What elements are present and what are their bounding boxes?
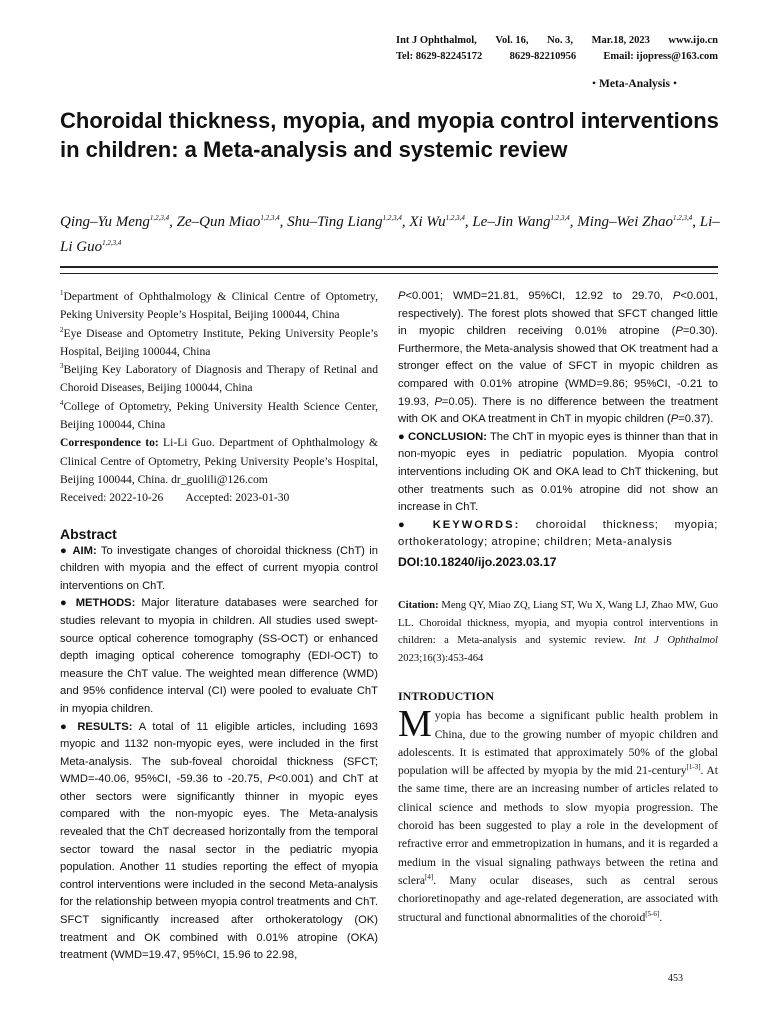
keywords-label: KEYWORDS: <box>432 518 521 531</box>
author <box>409 214 465 230</box>
results-text: =0.37). <box>678 413 714 426</box>
abstract-results-part2 <box>398 288 718 429</box>
bullet-icon: • <box>592 78 597 90</box>
results-text: =0.30). Furthermore, the Meta-analysis showed that OK treatment had a stronger effect on the value of SFCT in myopic children as compared with 0.01% atropine (WMD=9.86; 95%CI, -0.21 to 19.93, <box>398 325 718 408</box>
affiliation-number: 4 <box>60 398 64 407</box>
abstract-heading: Abstract <box>60 525 117 542</box>
author-name: Xi Wu <box>409 214 446 230</box>
aim-text: To investigate changes of choroidal thickness (ChT) in children with myopia and the effect of current myopia control interventions on ChT. <box>60 544 378 592</box>
affiliation-text: Beijing Key Laboratory of Diagnosis and Therapy of Retinal and Choroid Diseases, Beijing 100044, China <box>60 363 378 395</box>
email-label: Email: <box>603 51 634 62</box>
citation-journal: Int J Ophthalmol <box>633 635 718 647</box>
keywords-text: choroidal thickness; myopia; orthokeratology; atropine; children; Meta-analysis <box>398 518 718 549</box>
author-name: Ze–Qun Miao <box>176 214 261 230</box>
journal-number: No. 3, <box>547 35 574 46</box>
author-name: Qing–Yu Meng <box>60 214 150 230</box>
conclusion-label: CONCLUSION: <box>408 430 487 443</box>
abstract-aim: ● AIM: To investigate changes of choroidal thickness (ChT) in children with myopia and the effect of current myopia control interventions on ChT. <box>60 544 378 592</box>
results-text: <0.001; WMD=21.81, 95%CI, 12.92 to 29.70, <box>405 290 673 302</box>
abstract-methods: ● METHODS: Major literature databases were searched for studies relevant to myopia in children. All studies used swept-source optical coherence tomography (SS-OCT) or enhanced depth imaging optical coherence tomography (EDI-OCT) to measure the ChT value. The weighted mean difference (WMD) and 95% confidence interval (CI) were pooled to evaluate ChT in myopia children. <box>60 597 378 715</box>
section-label <box>589 78 680 90</box>
affiliation-list <box>60 288 378 434</box>
doi[interactable]: DOI:10.18240/ijo.2023.03.17 <box>398 554 557 569</box>
intro-sentence: . At the same time, there are an increasing number of articles related to clinical science and methods to slow myopia progression. The choroid has been suggested to play a role in the development of refractive error and emmetropization in humans, and it is regarded a medium in the visual signaling pathways between the retina and sclera <box>398 764 718 887</box>
correspondence-text: Li-Li Guo. Department of Ophthalmology & Clinical Centre of Optometry, Peking University People’s Hospital, Beijing 100044, China. dr_guolili@126.com <box>60 436 378 486</box>
intro-sentence: . <box>659 910 663 924</box>
journal-name: Int J Ophthalmol, <box>396 35 477 46</box>
affiliation <box>60 398 378 435</box>
journal-website[interactable]: www.ijo.cn <box>668 35 718 46</box>
affiliation-number: 2 <box>60 325 64 334</box>
author-name: Ming–Wei Zhao <box>577 214 673 230</box>
author <box>472 214 569 230</box>
p-symbol: P <box>672 290 681 302</box>
intro-sentence: yopia has become a significant public health problem in China, due to the growing number of myopic children and adolescents. It is estimated that approximately 50% of the global population will be affected by myopia by the mid 21-century <box>398 709 718 778</box>
page-number: 453 <box>668 973 683 984</box>
p-symbol: P <box>398 290 406 302</box>
author-name: Li–Li Guo <box>60 214 720 255</box>
affiliation <box>60 325 378 362</box>
conclusion-text: The ChT in myopic eyes is thinner than that in non-myopic eyes in pediatric population. Myopia control interventions including OK and OKA lead to ChT thickening, but other treatments such as 0.01% atropine did not show an increase in ChT. <box>398 430 718 514</box>
title-divider <box>60 266 718 274</box>
author <box>60 214 169 230</box>
affiliation-number: 1 <box>60 289 64 298</box>
p-symbol: P <box>675 325 683 338</box>
p-symbol: P <box>434 395 442 408</box>
affiliation <box>60 288 378 325</box>
correspondence <box>60 434 378 489</box>
results-text: =0.05). There is no difference between the treatment with OK and OKA treatment in ChT in myopic children ( <box>398 395 719 426</box>
introduction-text <box>398 703 718 927</box>
affiliation-number: 3 <box>60 362 64 371</box>
article-title: Choroidal thickness, myopia, and myopia control interventions in children: a Meta-analysis and systemic review <box>60 108 719 162</box>
citation-label: Citation: <box>398 599 439 611</box>
aim-label: AIM: <box>72 544 97 557</box>
received-date: Received: 2022-10-26 <box>60 491 164 505</box>
drop-cap: M <box>398 703 432 746</box>
introduction-heading: INTRODUCTION <box>398 689 495 704</box>
intro-sentence: . Many ocular diseases, such as central serous chorioretinopathy and age-related degeneration, are associated with structural and functional abnormalities of the choroid <box>398 873 718 924</box>
author-affiliation-sup: 1,2,3,4 <box>445 214 465 222</box>
affiliation-text: College of Optometry, Peking University Health Science Center, Beijing 100044, China <box>60 399 378 432</box>
p-symbol: P <box>670 413 679 426</box>
author <box>177 214 280 230</box>
p-symbol: P <box>267 773 276 786</box>
tel-label: Tel: <box>396 51 414 62</box>
citation-ref: 2023;16(3):453-464 <box>398 652 484 664</box>
author-affiliation-sup: 1,2,3,4 <box>149 214 170 222</box>
author-affiliation-sup: 1,2,3,4 <box>260 214 280 222</box>
citation-text: Meng QY, Miao ZQ, Liang ST, Wu X, Wang LJ, Zhao MW, Guo LL. Choroidal thickness, myopia, and myopia control interventions in children: a Meta-analysis and systemic review. <box>398 599 718 647</box>
article-dates <box>60 489 378 507</box>
author-name: Shu–Ting Liang <box>287 214 383 230</box>
left-column <box>60 288 378 965</box>
author-affiliation-sup: 1,2,3,4 <box>102 239 122 247</box>
abstract-results-part1: ● RESULTS: A total of 11 eligible articles, including 1693 myopic and 1132 non-myopic eyes, were included in the first Meta-analysis. The sub-foveal choroidal thickness (SFCT; WMD=-40.06, 95%CI, -59.36 to -20.75, P<0.001) and ChT at other sectors were significantly thinner in myopic eyes compared with the non-myopic eyes. The Meta-analysis revealed that the ChT decreased horizontally from the temporal sector toward the nasal sector in the pediatric myopia population. Another 11 studies reporting the effect of myopia control interventions were included in the second Meta-analysis for the relationship between myopia control treatments and ChT. SFCT significantly increased after orthokeratology (OK) treatment and OK combined with 0.01% atropine (OKA) treatment (WMD=19.47, 95%CI, 15.96 to 22.98, <box>60 720 378 962</box>
results-text: <0.001) and ChT at other sectors were significantly thinner in myopic eyes compared with the non-myopic eyes. The Meta-analysis revealed that the ChT decreased horizontally from the temporal sector toward the nasal sector in the pediatric myopia population. Another 11 studies reporting the effect of myopia control interventions were included in the second Meta-analysis for the relationship between myopia control treatments and ChT. SFCT significantly increased after orthokeratology (OK) treatment and OK combined with 0.01% atropine (OKA) treatment (WMD=19.47, 95%CI, 15.96 to 22.98, <box>60 773 378 962</box>
tel-2: 8629-82210956 <box>509 51 577 62</box>
journal-date: Mar.18, 2023 <box>591 35 650 46</box>
reference-link[interactable]: [4] <box>425 873 434 882</box>
section-label-text: Meta-Analysis <box>599 78 670 90</box>
author <box>577 214 692 230</box>
author-affiliation-sup: 1,2,3,4 <box>550 214 570 222</box>
abstract-keywords: ● KEYWORDS: choroidal thickness; myopia; orthokeratology; atropine; children; Meta-analysis <box>398 518 718 549</box>
methods-text: Major literature databases were searched for studies relevant to myopia in children. All studies used swept-source optical coherence tomography (SS-OCT) or enhanced depth imaging optical coherence tomography (EDI-OCT) to measure the ChT value. The weighted mean difference (WMD) and 95% confidence interval (CI) were pooled to evaluate ChT in myopia children. <box>60 597 378 715</box>
tel-1: 8629-82245172 <box>415 51 483 62</box>
reference-link[interactable]: [1-3] <box>686 763 701 772</box>
results-text: A total of 11 eligible articles, including 1693 myopic and 1132 non-myopic eyes, were included in the first Meta-analysis. The sub-foveal choroidal thickness (SFCT; WMD=-40.06, 95%CI, -59.36 to -20.75, <box>60 720 378 786</box>
author-affiliation-sup: 1,2,3,4 <box>672 214 693 222</box>
accepted-date: Accepted: 2023-01-30 <box>185 491 290 505</box>
results-label: RESULTS: <box>77 720 133 733</box>
journal-email[interactable]: ijopress@163.com <box>636 51 718 62</box>
affiliation-text: Department of Ophthalmology & Clinical Centre of Optometry, Peking University People’s Hospital, Beijing 100044, China <box>60 290 378 322</box>
journal-header <box>396 33 718 65</box>
correspondence-label: Correspondence to: <box>60 436 159 450</box>
author-list: Qing–Yu Meng$^{1,2,3,4}$, Ze–Qun Miao$^{1,2,3,4}$, Shu–Ting Liang$^{1,2,3,4}$, Xi Wu$^{1,2,3,4}$, Le–Jin Wang$^{1,2,3,4}$, Ming–Wei Zhao$^{1,2,3,4}$, Li–Li Guo$^{1,2,3,4}$ <box>60 214 720 255</box>
reference-link[interactable]: [5-6] <box>645 909 660 918</box>
author-name: Le–Jin Wang <box>472 214 551 230</box>
citation <box>398 597 718 667</box>
abstract-conclusion: ● CONCLUSION: The ChT in myopic eyes is thinner than that in non-myopic eyes in pediatric population. Myopia control interventions including OK and OKA lead to ChT thickening, but other treatments such as 0.01% atropine did not show an increase in ChT. <box>398 430 718 514</box>
affiliations <box>60 288 378 508</box>
author <box>287 214 402 230</box>
affiliation <box>60 361 378 398</box>
bullet-icon: • <box>672 78 677 90</box>
author-affiliation-sup: 1,2,3,4 <box>382 214 402 222</box>
journal-volume: Vol. 16, <box>495 35 529 46</box>
affiliation-text: Eye Disease and Optometry Institute, Peking University People’s Hospital, Beijing 100044, China <box>60 326 378 358</box>
results-text: <0.001, respectively). The forest plots showed that SFCT changed little in myopic children receiving 0.01% atropine ( <box>398 290 718 338</box>
methods-label: METHODS: <box>75 597 136 610</box>
right-column <box>398 288 718 927</box>
